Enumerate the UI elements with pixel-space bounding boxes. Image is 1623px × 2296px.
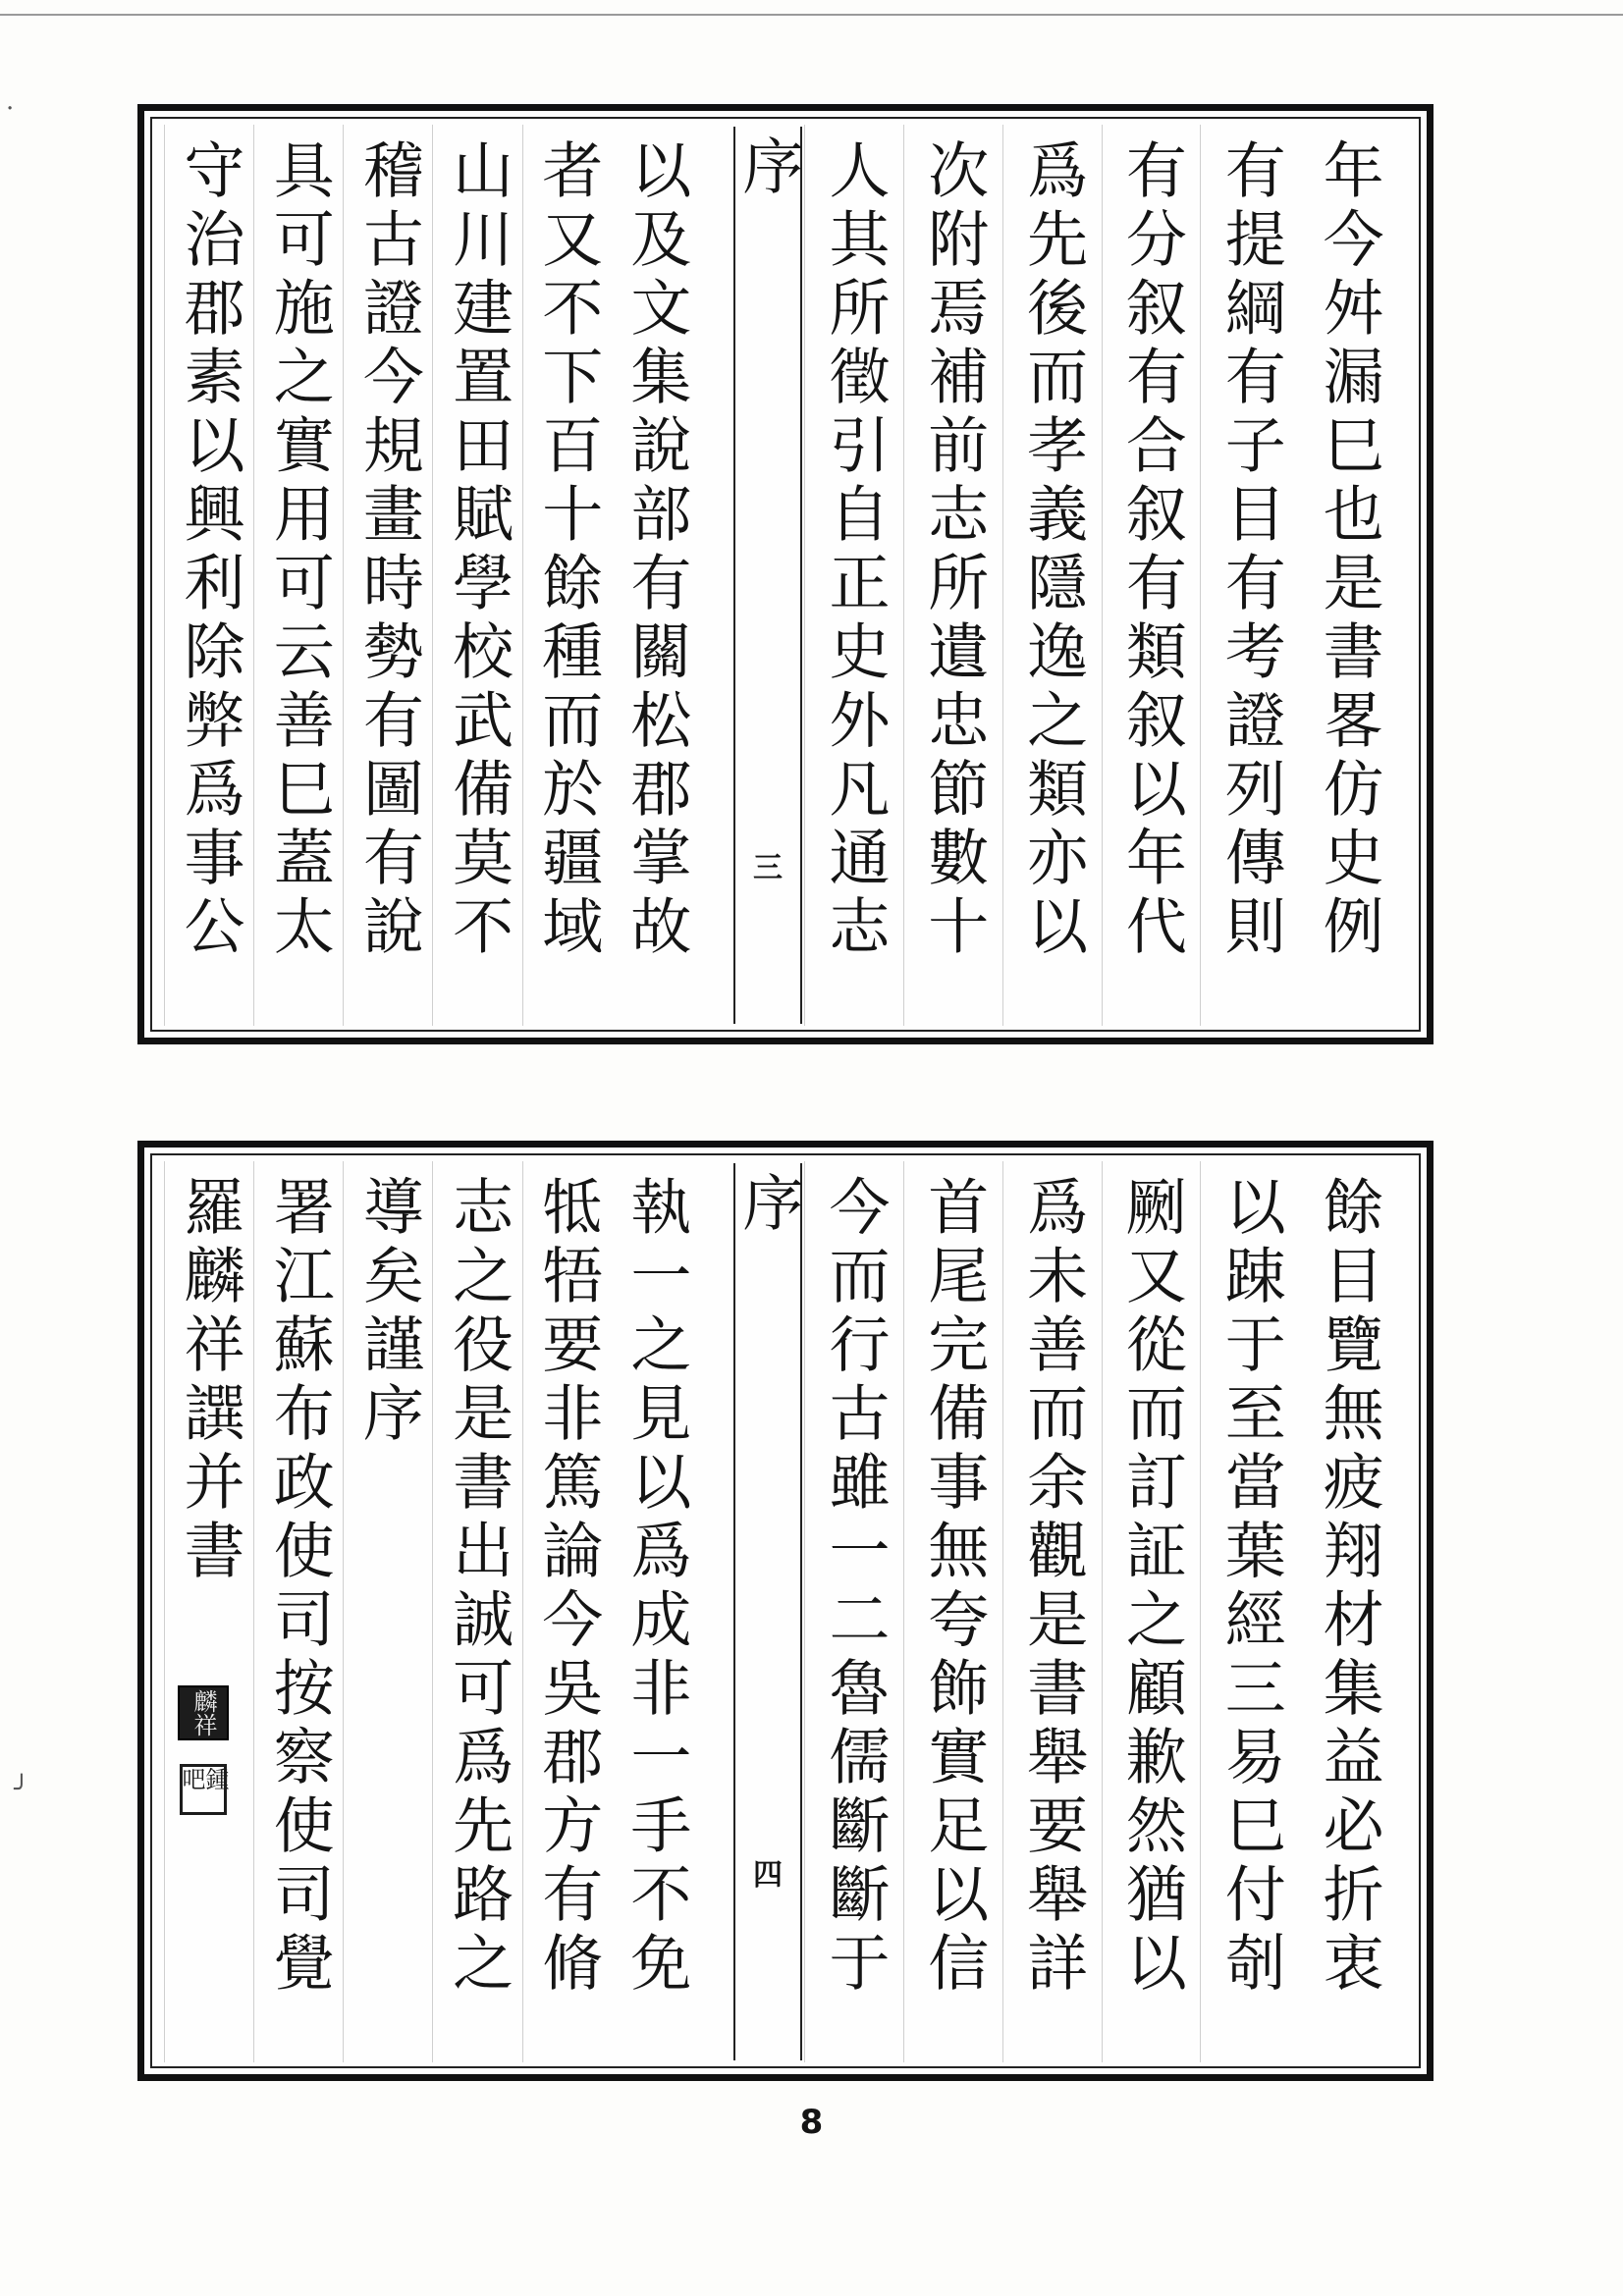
upper-right-col-5: 次附焉補前志所遺忠節數十 [903,125,1002,1026]
upper-left-col-4: 稽古證今規畫時勢有圖有說 [343,125,432,1026]
lower-left-col-4: 導矣謹序 [343,1161,432,2062]
upper-right-col-1: 年今舛漏巳也是書畧仿史例 [1313,138,1385,963]
lower-right-col-4: 爲未善而余觀是書舉要舉詳 [1002,1161,1102,2062]
lower-left-half [164,1161,700,2062]
lower-center-title: 序 [732,1171,804,1232]
lower-right-col-1: 餘目覽無疲翔材集益必折衷 [1313,1175,1385,2000]
scan-top-rule [0,14,1623,16]
upper-right-col-3: 有分叙有合叙有類叙以年代 [1102,125,1201,1026]
lower-leaf [137,1141,1434,2081]
upper-left-col-3: 山川建置田賦學校武備莫不 [432,125,521,1026]
lower-center-number: 四 [753,1858,783,1893]
lower-right-half [804,1161,1397,2062]
upper-right-col-6: 人其所徵引自正史外凡通志 [804,125,903,1026]
scan-speck: ╯ [14,1775,29,1804]
upper-right-col-4: 爲先後而孝義隱逸之類亦以 [1002,125,1102,1026]
upper-left-col-5: 具可施之實用可云善巳蓋太 [253,125,343,1026]
scan-speck: · [6,94,15,124]
page-number: 8 [799,2103,824,2142]
lower-left-col-5: 署江蘇布政使司按察使司覺 [253,1161,343,2062]
upper-center-number: 三 [753,851,783,885]
upper-right-col-2: 有提綱有子目有考證列傳則 [1200,125,1299,1026]
lower-left-col-1: 執一之見以爲成非一手不免 [620,1175,692,2000]
lower-left-col-2: 牴牾要非篤論今吳郡方有脩 [522,1161,612,2062]
seal-stamp-light: 鍾吧 [180,1764,227,1815]
lower-right-col-2: 以踈于至當葉經三易巳付剞 [1200,1161,1299,2062]
upper-left-col-6: 守治郡素以興利除弊爲事公 [164,125,253,1026]
upper-right-half [804,125,1397,1026]
lower-left-col-3: 志之役是書出誠可爲先路之 [432,1161,521,2062]
lower-right-col-6: 今而行古雖一二魯儒斷斷于 [804,1161,903,2062]
seal-stamp-dark: 麟祥 [178,1685,229,1740]
upper-center-column [733,127,802,1024]
upper-leaf [137,104,1434,1044]
lower-right-col-5: 首尾完備事無夸飾實足以信 [903,1161,1002,2062]
upper-center-title: 序 [732,134,804,195]
upper-left-col-2: 者又不下百十餘種而於疆域 [522,125,612,1026]
lower-left-col-6: 羅麟祥譔并書 [164,1161,253,2062]
lower-center-column [733,1163,802,2060]
upper-left-half [164,125,700,1026]
lower-right-col-3: 劂又從而訂証之顧歉然猶以 [1102,1161,1201,2062]
upper-left-col-1: 以及文集說部有關松郡掌故 [620,138,692,963]
